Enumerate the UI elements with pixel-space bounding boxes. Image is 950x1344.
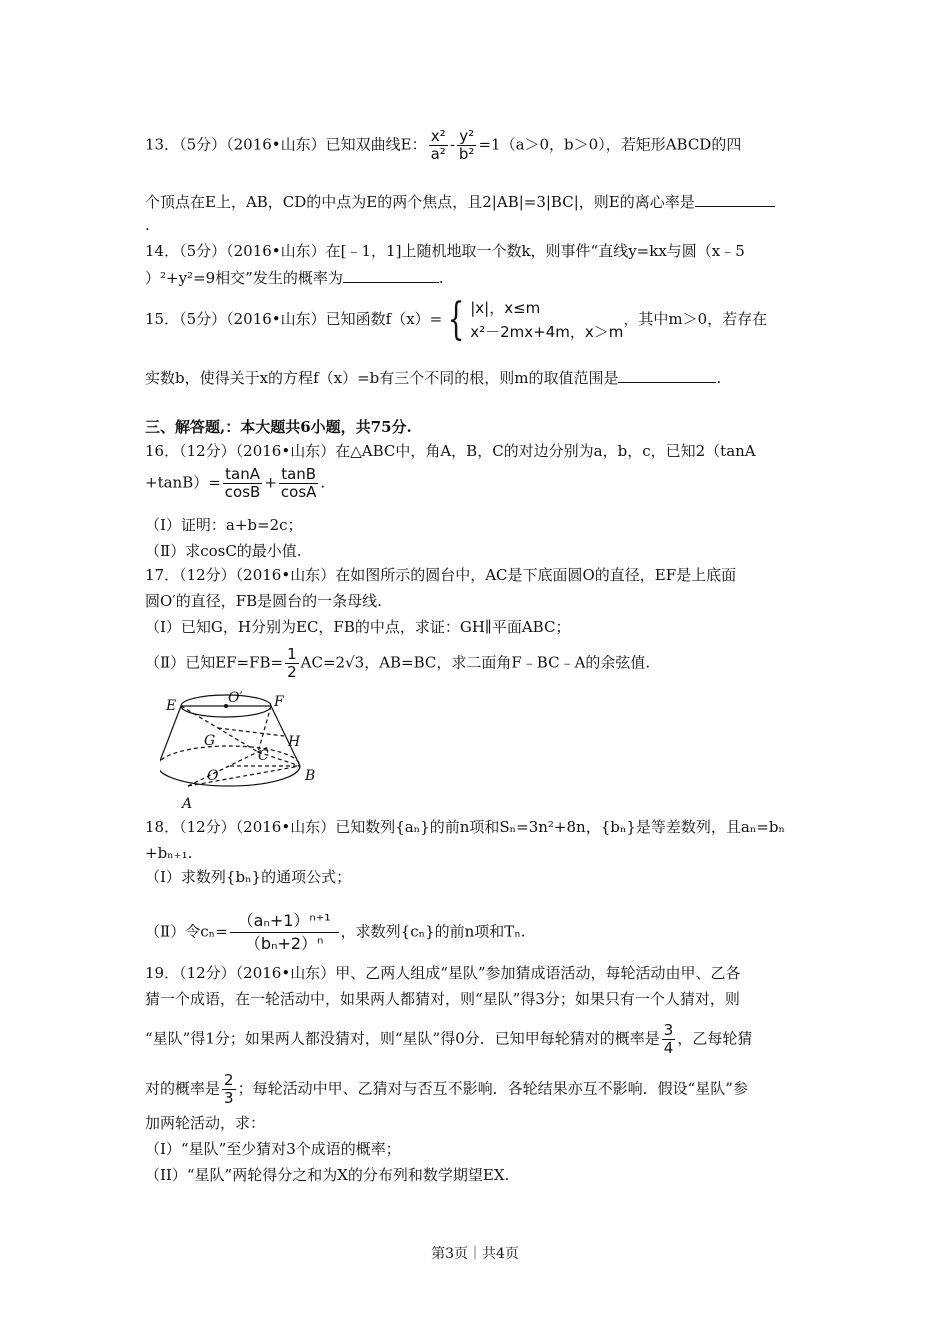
q13-answer-blank [695, 190, 775, 207]
q13-line1 [145, 128, 741, 163]
q19-line3 [145, 1022, 752, 1057]
q19-text-3: “星队”得1分；如果两人都没猜对，则“星队”得0分．已知甲每轮猜对的概率是 [145, 1029, 660, 1048]
q19-text-4: 对的概率是 [145, 1079, 221, 1098]
q19-text-4b: ；每轮活动中甲、乙猜对与否互不影响．各轮结果亦互不影响．假设“星队”参 [237, 1079, 748, 1098]
q19-line1: 19．（12分）（2016•山东）甲、乙两人组成“星队”参加猜成语活动，每轮活动由甲、乙各 [145, 964, 741, 982]
q15-text-b: ，其中m＞0，若存在 [623, 310, 768, 328]
q17-text-part2-b: AC=2√3，AB=BC，求二面角F﹣BC﹣A的余弦值. [300, 653, 651, 672]
label-F: F [274, 694, 284, 710]
q15-piecewise: |x|，x≤m x²－2mx+4m，x＞m [470, 299, 624, 341]
q19-part1: （I）“星队”至少猜对3个成语的概率； [145, 1140, 401, 1158]
q14-text-2: ）²+y²=9相交”发生的概率为 [145, 269, 343, 287]
q14-line2 [145, 266, 444, 289]
label-B: B [305, 768, 316, 784]
label-A: A [182, 796, 193, 812]
q15-line2 [145, 366, 721, 389]
q15-answer-blank [618, 366, 716, 383]
q17-part2 [145, 646, 650, 681]
q13-text-2: 个顶点在E上，AB，CD的中点为E的两个焦点，且2|AB|=3|BC|，则E的离心率是 [145, 193, 695, 211]
q16-text-2: +tanB）= [145, 473, 221, 492]
q18-frac-c: $\frac{\text{（aₙ+1）ⁿ⁺¹}}{\text{（bₙ+2）ⁿ}}$ [230, 910, 339, 955]
label-O: O [207, 768, 219, 784]
q16-line2 [145, 466, 325, 501]
q16-frac-1: $\frac{\tan A}{\cos B}$ [224, 465, 261, 501]
label-G: G [204, 733, 216, 749]
generatrix-left [160, 706, 181, 766]
q13-frac-x: $\frac{\text{x²}}{\text{a²}}$ [430, 127, 446, 163]
q16-frac-2: $\frac{\tan B}{\cos A}$ [280, 465, 317, 501]
q18-part2 [145, 910, 526, 955]
q16-part2: （Ⅱ）求cosC的最小值. [145, 542, 302, 560]
q15-period: . [716, 369, 722, 387]
q19-line5: 加两轮活动，求： [145, 1114, 266, 1132]
page-footer: 第3页｜共4页 [431, 1246, 519, 1262]
segment-GH [218, 728, 284, 736]
bottom-front-arc [160, 766, 300, 786]
q18-part1: （Ⅰ）求数列{bₙ}的通项公式； [145, 868, 352, 886]
q13-text-b: =1（a＞0，b＞0），若矩形ABCD的四 [478, 135, 742, 154]
brace-icon: { [447, 294, 465, 345]
q14-period: . [438, 269, 444, 287]
label-O1: O′ [228, 690, 243, 706]
q16-part1: （Ⅰ）证明：a+b=2c； [145, 516, 303, 534]
q19-line4 [145, 1072, 748, 1107]
q15-text-2: 实数b，使得关于x的方程f（x）=b有三个不同的根，则m的取值范围是 [145, 369, 619, 387]
q13-line2 [145, 190, 775, 213]
q19-frac-3-4: $\frac{3}{4}$ [663, 1021, 674, 1057]
frustum-figure [160, 688, 330, 812]
label-C: C [258, 748, 269, 764]
q13-text: 13．（5分）（2016•山东）已知双曲线E： [145, 135, 427, 154]
segment-AB [188, 766, 300, 786]
q13-line3: . [145, 216, 150, 234]
q19-part2: （II）“星队”两轮得分之和为X的分布列和数学期望EX. [145, 1166, 510, 1184]
q16-plus: + [264, 473, 277, 492]
q16-line1: 16．（12分）（2016•山东）在△ABC中，角A，B，C的对边分别为a，b，c，已知2（tanA [145, 442, 756, 460]
q18-text-part2-b: ，求数列{cₙ}的前n项和Tₙ. [340, 922, 526, 941]
q17-text-part2: （Ⅱ）已知EF=FB= [145, 653, 284, 672]
q17-part1: （I）已知G，H分别为EC，FB的中点，求证：GH∥平面ABC； [145, 618, 571, 636]
q17-line2: 圆O′的直径，FB是圆台的一条母线. [145, 592, 382, 610]
q19-text-3b: ，乙每轮猜 [677, 1029, 753, 1048]
q13-frac-y: $\frac{\text{y²}}{\text{b²}}$ [458, 127, 475, 163]
q17-line1: 17．（12分）（2016•山东）在如图所示的圆台中，AC是下底面圆O的直径，EF是上底面 [145, 566, 737, 584]
bottom-back-arc [160, 746, 300, 766]
q13-minus: - [449, 135, 455, 154]
q17-frac-half: $\frac{1}{2}$ [287, 645, 297, 681]
q15-text: 15．（5分）（2016•山东）已知函数f（x）= [145, 310, 443, 328]
q18-line1: 18．（12分）（2016•山东）已知数列{aₙ}的前n项和Sₙ=3n²+8n，{bₙ}是等差数列，且aₙ=bₙ [145, 818, 785, 836]
q19-line2: 猜一个成语，在一轮活动中，如果两人都猜对，则“星队”得3分；如果只有一个人猜对，则 [145, 990, 740, 1008]
q16-period: . [320, 473, 326, 492]
label-H: H [288, 734, 301, 750]
q14-line1: 14．（5分）（2016•山东）在[﹣1，1]上随机地取一个数k，则事件“直线y=kx与圆（x﹣5 [145, 242, 745, 260]
label-E: E [166, 698, 177, 714]
q18-text-part2: （Ⅱ）令cₙ= [145, 922, 228, 941]
q18-line2: +bₙ₊₁. [145, 844, 193, 862]
q19-frac-2-3: $\frac{2}{3}$ [224, 1071, 234, 1107]
q15-line1 [145, 296, 767, 344]
q14-answer-blank [343, 266, 439, 283]
section-heading: 三、解答题,：本大题共6小题，共75分. [145, 418, 412, 436]
